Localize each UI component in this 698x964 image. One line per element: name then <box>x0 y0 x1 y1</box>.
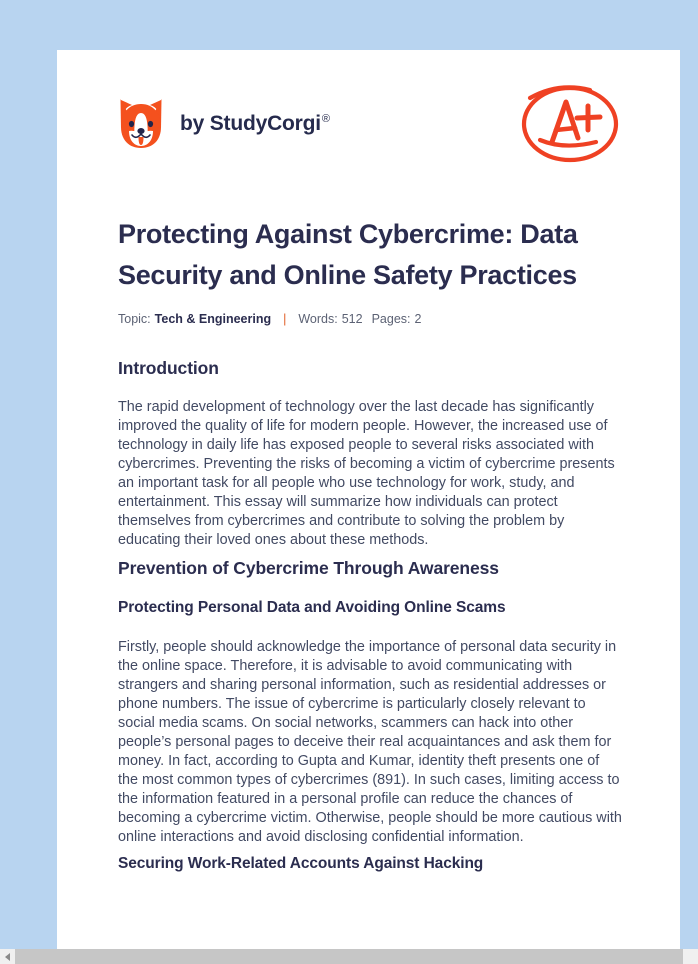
topic-value[interactable]: Tech & Engineering <box>154 312 272 327</box>
scrollbar-track[interactable] <box>15 949 698 964</box>
document-header <box>118 78 622 170</box>
subsection-heading-protecting-personal-data: Protecting Personal Data and Avoiding Online Scams <box>118 599 506 617</box>
paragraph: The rapid development of technology over the last decade has significantly improved the quality of life for modern people. However, the increased use of technology in daily life has exposed people to several risks associated with cybercrimes. Preventing the risks of becoming a victim of cybercrime presents an important task for all people who use technology for work, study, and entertainment. This essay will summarize how individuals can protect themselves from cybercrimes and contribute to solving the problem by educating their loved ones about these methods. <box>118 398 615 548</box>
words-value: 512 <box>341 312 363 327</box>
page-title: Protecting Against Cybercrime: Data Security and Online Safety Practices <box>118 219 578 291</box>
section-heading-prevention: Prevention of Cybercrime Through Awareness <box>118 557 499 578</box>
paragraph: Firstly, people should acknowledge the importance of personal data security in the online space. Therefore, it is advisable to avoid communicating with strangers and sharing personal information, such as residential addresses or phone numbers. The issue of cybercrime is particularly closely relevant to social media scams. On social networks, scammers can hack into other people’s personal pages to deceive their real acquaintances and ask them for money. In fact, according to Gupta and Kumar, identity theft presents one of the most common types of cybercrimes (891). In such cases, limiting access to the information featured in a personal profile can reduce the chances of becoming a cybercrime victim. Otherwise, people should be more cautious with online interactions and avoid disclosing confidential information. <box>118 638 622 846</box>
scrollbar-thumb[interactable] <box>15 949 683 964</box>
meta-separator: | <box>283 312 287 327</box>
words-label: Words: <box>298 312 338 327</box>
brand-name: by StudyCorgi® <box>180 112 330 135</box>
subsection-heading-securing-work-accounts: Securing Work-Related Accounts Against Hacking <box>118 855 484 873</box>
pages-value: 2 <box>414 312 422 327</box>
a-plus-grade-icon <box>518 80 622 168</box>
pages-label: Pages: <box>371 312 411 327</box>
section-heading-introduction: Introduction <box>118 358 219 379</box>
horizontal-scrollbar[interactable] <box>0 949 698 964</box>
registered-trademark-icon: ® <box>321 113 330 125</box>
document-body <box>118 356 622 875</box>
document-meta <box>118 312 622 326</box>
scroll-left-button[interactable] <box>0 949 15 964</box>
topic-label: Topic: <box>118 312 151 327</box>
document-page <box>57 50 680 949</box>
corgi-face-icon <box>118 98 164 150</box>
studycorgi-brand[interactable] <box>118 98 330 150</box>
arrow-left-icon <box>5 953 10 961</box>
